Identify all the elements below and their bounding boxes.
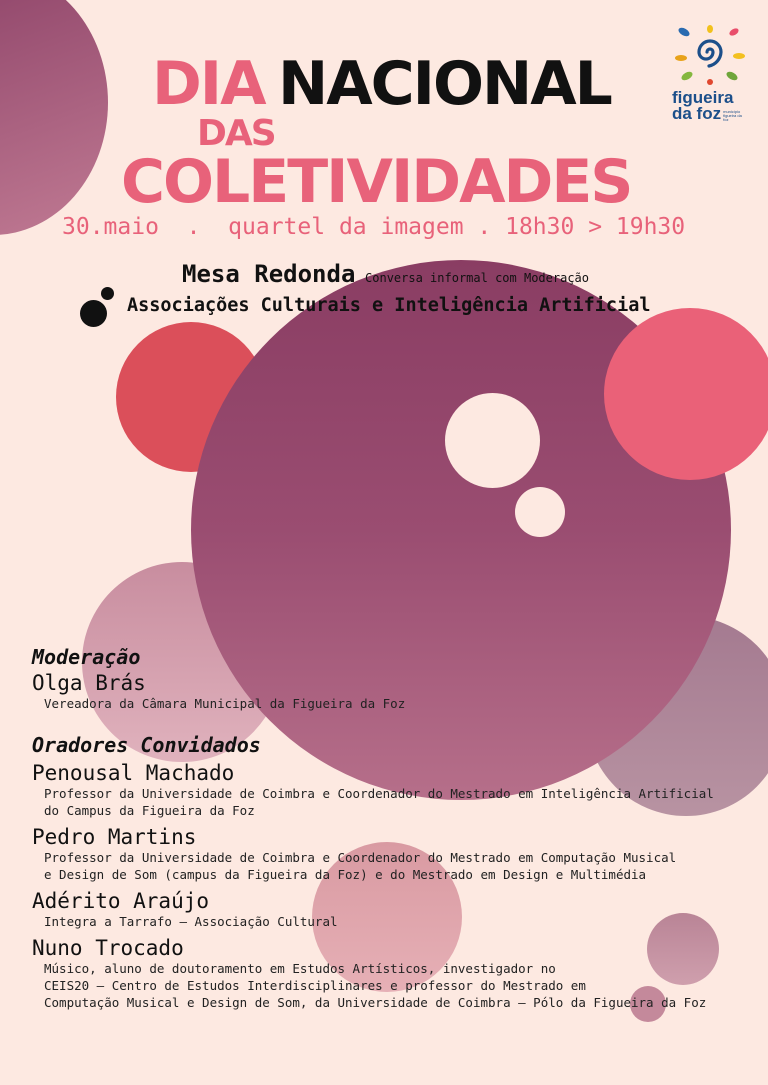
moderation-heading: Moderação bbox=[32, 645, 141, 669]
speaker-name: Adérito Araújo bbox=[32, 889, 210, 913]
speaker-item bbox=[32, 761, 714, 819]
speaker-desc-line: do Campus da Figueira da Foz bbox=[44, 803, 255, 818]
speaker-name: Nuno Trocado bbox=[32, 936, 184, 960]
speaker-item bbox=[32, 936, 714, 1011]
roundtable-topic: Associações Culturais e Inteligência Artificial bbox=[127, 295, 651, 316]
decor-circle-hole-large bbox=[445, 393, 540, 488]
moderator-name: Olga Brás bbox=[32, 671, 146, 695]
roundtable-title: Mesa Redonda bbox=[182, 260, 356, 288]
speaker-desc-line: Músico, aluno de doutoramento em Estudos Artísticos, investigador no bbox=[44, 961, 556, 976]
sun-spiral-icon bbox=[672, 24, 748, 86]
logo-line1: figueira bbox=[672, 88, 734, 107]
roundtable-subtitle: Conversa informal com Moderação bbox=[365, 271, 589, 285]
speaker-desc-line: Integra a Tarrafo – Associação Cultural bbox=[44, 914, 338, 929]
speaker-name: Penousal Machado bbox=[32, 761, 235, 785]
logo-sub: município figueira da foz bbox=[723, 109, 742, 122]
speaker-desc-line: e Design de Som (campus da Figueira da Foz) e do Mestrado em Design e Multimédia bbox=[44, 867, 647, 882]
title-coletividades: COLETIVIDADES bbox=[121, 147, 632, 217]
decor-circle-hole-small bbox=[515, 487, 565, 537]
moderator-desc: Vereadora da Câmara Municipal da Figueira da Foz bbox=[44, 696, 406, 711]
speaker-item bbox=[32, 889, 714, 930]
event-date-location-time: 30.maio . quartel da imagem . 18h30 > 19h30 bbox=[62, 214, 686, 240]
speaker-desc-line: Professor da Universidade de Coimbra e Coordenador do Mestrado em Inteligência Artificial bbox=[44, 786, 714, 801]
figueira-da-foz-logo bbox=[672, 24, 748, 130]
decor-dot-black-small bbox=[101, 287, 114, 300]
moderation-section bbox=[32, 645, 405, 712]
speakers-section bbox=[32, 733, 714, 1011]
logo-line2: da foz bbox=[672, 104, 722, 123]
title-nacional: NACIONAL bbox=[278, 49, 611, 119]
title-das: DAS bbox=[197, 113, 275, 154]
speaker-desc-line: CEIS20 – Centro de Estudos Interdisciplinares e professor do Mestrado em bbox=[44, 978, 586, 993]
speaker-item bbox=[32, 825, 714, 883]
speaker-name: Pedro Martins bbox=[32, 825, 197, 849]
decor-circle-pink-right bbox=[604, 308, 768, 480]
speakers-heading: Oradores Convidados bbox=[32, 733, 261, 757]
speaker-desc-line: Professor da Universidade de Coimbra e Coordenador do Mestrado em Computação Musical bbox=[44, 850, 677, 865]
decor-dot-black-large bbox=[80, 300, 107, 327]
speaker-desc-line: Computação Musical e Design de Som, da Universidade de Coimbra – Pólo da Figueira da Foz bbox=[44, 995, 707, 1010]
decor-circle-top-left bbox=[0, 0, 108, 235]
title-dia: DIA bbox=[152, 49, 265, 119]
roundtable-line bbox=[182, 260, 589, 288]
